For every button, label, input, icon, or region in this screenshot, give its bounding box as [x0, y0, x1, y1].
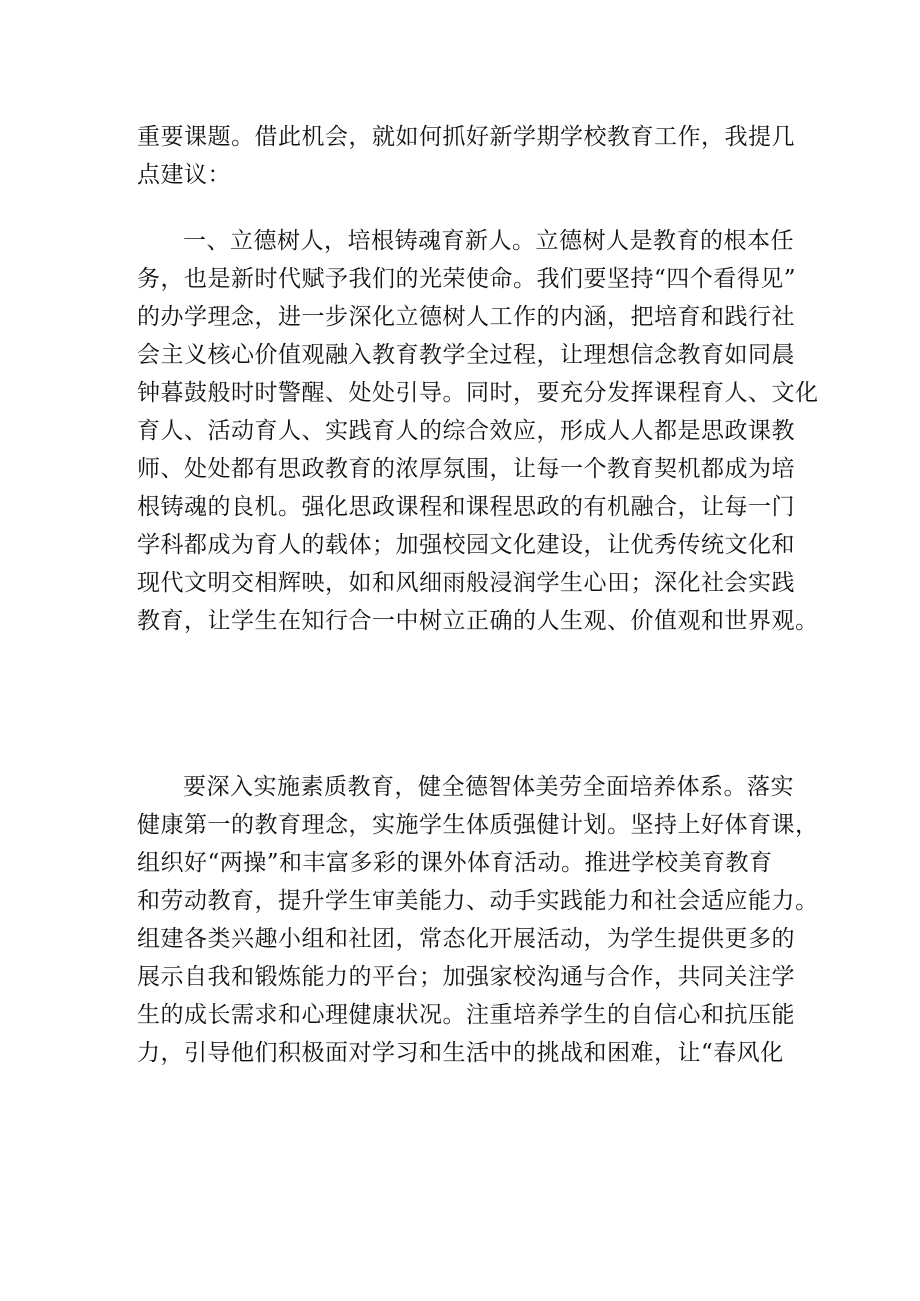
- text-line: 组织好“两操”和丰富多彩的课外体育活动。推进学校美育教育: [137, 850, 773, 876]
- text-line: 教育，让学生在知行合一中树立正确的人生观、价值观和世界观。: [137, 608, 819, 634]
- text-line: 钟暮鼓般时时警醒、处处引导。同时，要充分发挥课程育人、文化: [137, 380, 819, 406]
- text-line: 会主义核心价值观融入教育教学全过程，让理想信念教育如同晨: [137, 342, 795, 368]
- paragraph-moral-education: [137, 222, 819, 640]
- text-line: 健康第一的教育理念，实施学生体质强健计划。坚持上好体育课，: [137, 812, 819, 838]
- text-line: 生的成长需求和心理健康状况。注重培养学生的自信心和抗压能: [137, 1002, 795, 1028]
- text-line: 点建议：: [137, 162, 231, 188]
- text-line: 师、处处都有思政教育的浓厚氛围，让每一个教育契机都成为培: [137, 456, 795, 482]
- text-line: 重要课题。借此机会，就如何抓好新学期学校教育工作，我提几: [137, 124, 795, 150]
- text-line: 根铸魂的良机。强化思政课程和课程思政的有机融合，让每一门: [137, 494, 795, 520]
- text-line: 力，引导他们积极面对学习和生活中的挑战和困难，让“春风化: [137, 1040, 784, 1066]
- text-line: 一、立德树人，培根铸魂育新人。立德树人是教育的根本任: [183, 228, 794, 254]
- text-line: 学科都成为育人的载体；加强校园文化建设，让优秀传统文化和: [137, 532, 795, 558]
- text-line: 组建各类兴趣小组和社团，常态化开展活动，为学生提供更多的: [137, 926, 795, 952]
- text-line: 的办学理念，进一步深化立德树人工作的内涵，把培育和践行社: [137, 304, 795, 330]
- text-line: 现代文明交相辉映，如和风细雨般浸润学生心田；深化社会实践: [137, 570, 795, 596]
- text-line: 育人、活动育人、实践育人的综合效应，形成人人都是思政课教: [137, 418, 795, 444]
- paragraph-continuation: [137, 118, 797, 194]
- text-line: 要深入实施素质教育，健全德智体美劳全面培养体系。落实: [183, 774, 794, 800]
- paragraph-quality-education: [137, 768, 819, 1072]
- text-line: 和劳动教育，提升学生审美能力、动手实践能力和社会适应能力。: [137, 888, 819, 914]
- text-line: 展示自我和锻炼能力的平台；加强家校沟通与合作，共同关注学: [137, 964, 795, 990]
- text-line: 务，也是新时代赋予我们的光荣使命。我们要坚持“四个看得见”: [137, 266, 797, 292]
